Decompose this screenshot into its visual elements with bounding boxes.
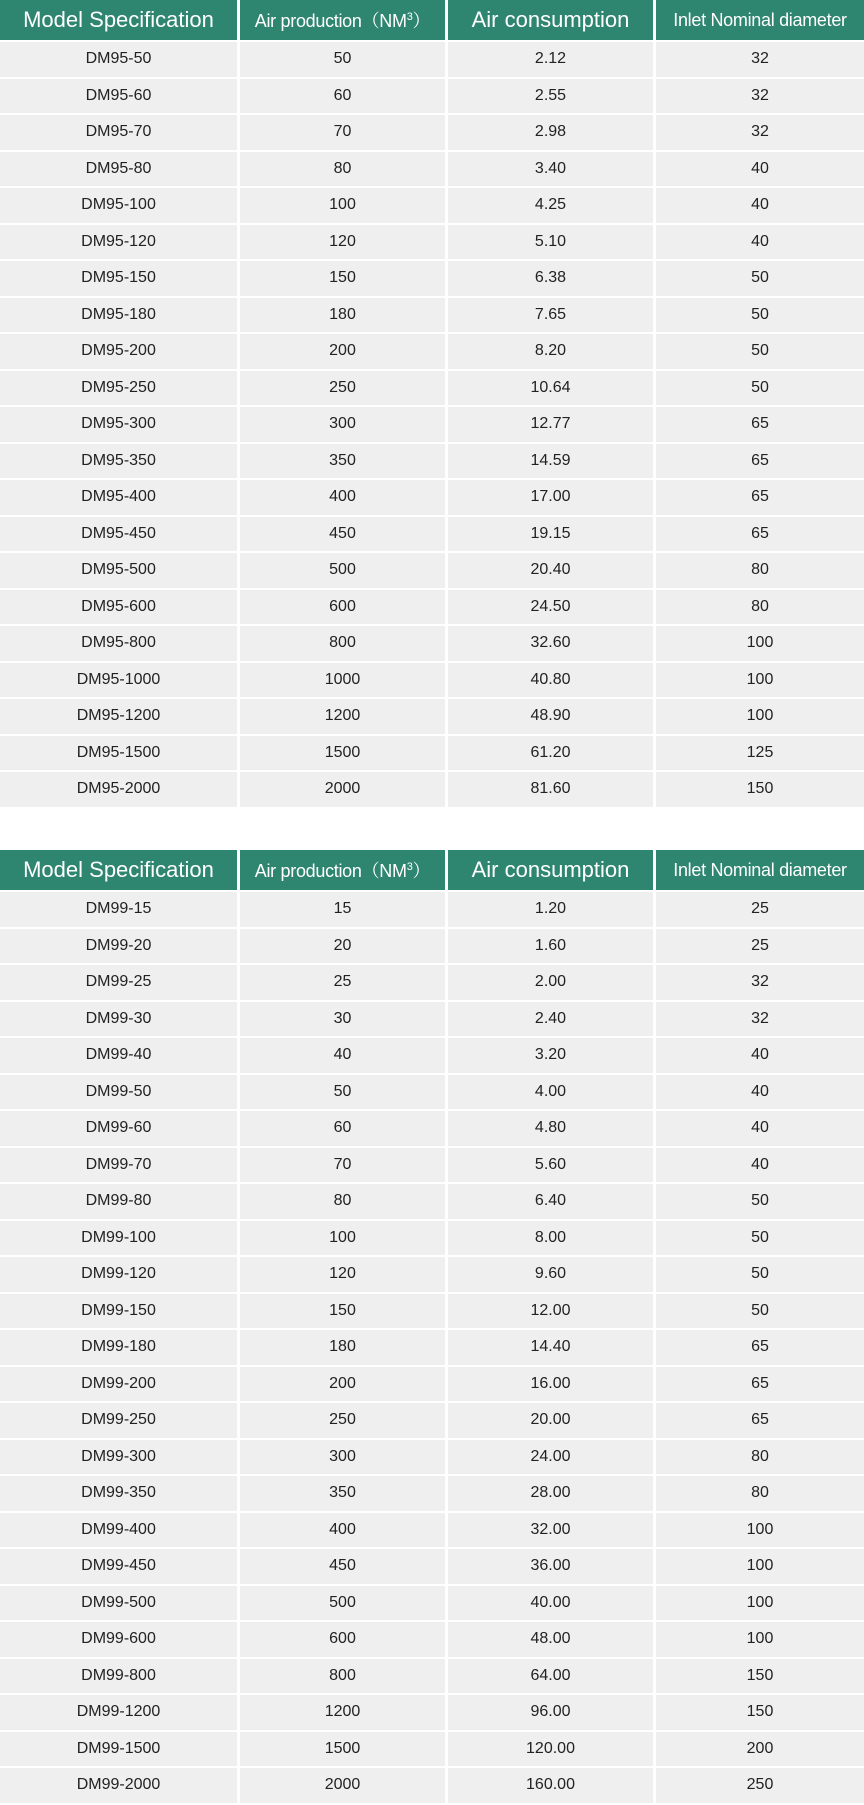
model-cell: DM99-600 (0, 1622, 240, 1659)
inlet-diameter-cell: 65 (656, 1330, 864, 1367)
inlet-diameter-cell: 65 (656, 1403, 864, 1440)
inlet-diameter-cell: 150 (656, 1695, 864, 1732)
air-production-cell: 150 (240, 1294, 448, 1331)
air-consumption-cell: 1.20 (448, 892, 656, 929)
air-production-cell: 180 (240, 1330, 448, 1367)
table-row (0, 517, 864, 554)
model-cell: DM95-80 (0, 152, 240, 189)
air-consumption-cell: 4.80 (448, 1111, 656, 1148)
model-cell: DM95-70 (0, 115, 240, 152)
inlet-diameter-cell: 100 (656, 663, 864, 700)
air-production-cell: 450 (240, 1549, 448, 1586)
air-production-cell: 800 (240, 1659, 448, 1696)
inlet-diameter-cell: 80 (656, 553, 864, 590)
air-consumption-cell: 6.40 (448, 1184, 656, 1221)
air-production-cell: 100 (240, 188, 448, 225)
air-production-cell: 120 (240, 225, 448, 262)
header-air-production-label: Air production（NM (254, 11, 407, 31)
inlet-diameter-cell: 80 (656, 1476, 864, 1513)
inlet-diameter-cell: 150 (656, 1659, 864, 1696)
table-row (0, 699, 864, 736)
air-production-cell: 60 (240, 79, 448, 116)
air-consumption-cell: 120.00 (448, 1732, 656, 1769)
air-production-cell: 70 (240, 1148, 448, 1185)
inlet-diameter-cell: 200 (656, 1732, 864, 1769)
air-consumption-cell: 81.60 (448, 772, 656, 809)
inlet-diameter-cell: 32 (656, 79, 864, 116)
air-consumption-cell: 36.00 (448, 1549, 656, 1586)
model-cell: DM99-80 (0, 1184, 240, 1221)
header-air-production-close: ） (412, 861, 431, 881)
inlet-diameter-cell: 65 (656, 517, 864, 554)
air-consumption-cell: 19.15 (448, 517, 656, 554)
inlet-diameter-cell: 40 (656, 1038, 864, 1075)
inlet-diameter-cell: 65 (656, 1367, 864, 1404)
model-cell: DM95-180 (0, 298, 240, 335)
table-row (0, 553, 864, 590)
table-row (0, 1440, 864, 1477)
table-row (0, 1148, 864, 1185)
table-row (0, 1768, 864, 1805)
air-consumption-cell: 3.20 (448, 1038, 656, 1075)
air-production-cell: 40 (240, 1038, 448, 1075)
model-cell: DM95-120 (0, 225, 240, 262)
table-row (0, 334, 864, 371)
model-cell: DM95-600 (0, 590, 240, 627)
inlet-diameter-cell: 40 (656, 225, 864, 262)
air-production-cell: 50 (240, 1075, 448, 1112)
header-inlet-nominal-diameter: Inlet Nominal diameter (656, 850, 864, 892)
model-cell: DM95-300 (0, 407, 240, 444)
air-production-cell: 60 (240, 1111, 448, 1148)
model-cell: DM99-500 (0, 1586, 240, 1623)
inlet-diameter-cell: 32 (656, 965, 864, 1002)
model-cell: DM99-20 (0, 929, 240, 966)
table-row (0, 1221, 864, 1258)
model-cell: DM95-400 (0, 480, 240, 517)
air-consumption-cell: 32.60 (448, 626, 656, 663)
air-consumption-cell: 40.80 (448, 663, 656, 700)
header-air-production-close: ） (412, 11, 431, 31)
model-cell: DM95-2000 (0, 772, 240, 809)
table-row (0, 626, 864, 663)
inlet-diameter-cell: 250 (656, 1768, 864, 1805)
table-row (0, 1513, 864, 1550)
air-production-cell: 70 (240, 115, 448, 152)
table-row (0, 1659, 864, 1696)
inlet-diameter-cell: 80 (656, 590, 864, 627)
air-production-cell: 400 (240, 480, 448, 517)
air-consumption-cell: 10.64 (448, 371, 656, 408)
model-cell: DM95-1000 (0, 663, 240, 700)
model-cell: DM99-25 (0, 965, 240, 1002)
air-production-cell: 50 (240, 42, 448, 79)
table-row (0, 1403, 864, 1440)
inlet-diameter-cell: 100 (656, 1622, 864, 1659)
inlet-diameter-cell: 32 (656, 1002, 864, 1039)
model-cell: DM99-70 (0, 1148, 240, 1185)
table-row (0, 929, 864, 966)
model-cell: DM99-40 (0, 1038, 240, 1075)
table-row (0, 892, 864, 929)
air-consumption-cell: 20.40 (448, 553, 656, 590)
dm99-spec-table (0, 850, 864, 1805)
air-production-cell: 15 (240, 892, 448, 929)
air-production-cell: 1000 (240, 663, 448, 700)
table-row (0, 1184, 864, 1221)
inlet-diameter-cell: 100 (656, 1586, 864, 1623)
inlet-diameter-cell: 50 (656, 1221, 864, 1258)
table-row (0, 1038, 864, 1075)
inlet-diameter-cell: 32 (656, 42, 864, 79)
air-production-cell: 250 (240, 371, 448, 408)
model-cell: DM99-120 (0, 1257, 240, 1294)
dm95-table-body (0, 42, 864, 809)
air-consumption-cell: 96.00 (448, 1695, 656, 1732)
inlet-diameter-cell: 32 (656, 115, 864, 152)
air-production-cell: 100 (240, 1221, 448, 1258)
air-production-cell: 500 (240, 553, 448, 590)
table-row (0, 444, 864, 481)
inlet-diameter-cell: 125 (656, 736, 864, 773)
table-row (0, 772, 864, 809)
inlet-diameter-cell: 100 (656, 699, 864, 736)
header-model-specification: Model Specification (0, 0, 240, 42)
inlet-diameter-cell: 50 (656, 1257, 864, 1294)
table-row (0, 1294, 864, 1331)
air-production-cell: 1500 (240, 1732, 448, 1769)
air-production-cell: 80 (240, 1184, 448, 1221)
air-production-cell: 350 (240, 1476, 448, 1513)
air-production-cell: 1200 (240, 699, 448, 736)
inlet-diameter-cell: 80 (656, 1440, 864, 1477)
air-production-cell: 25 (240, 965, 448, 1002)
inlet-diameter-cell: 50 (656, 371, 864, 408)
model-cell: DM99-450 (0, 1549, 240, 1586)
model-cell: DM99-30 (0, 1002, 240, 1039)
table-row (0, 1732, 864, 1769)
inlet-diameter-cell: 100 (656, 1513, 864, 1550)
table-row (0, 736, 864, 773)
air-consumption-cell: 12.00 (448, 1294, 656, 1331)
table-row (0, 1549, 864, 1586)
air-consumption-cell: 24.50 (448, 590, 656, 627)
air-production-cell: 80 (240, 152, 448, 189)
dm99-table-body (0, 892, 864, 1805)
air-production-cell: 300 (240, 407, 448, 444)
model-cell: DM99-300 (0, 1440, 240, 1477)
header-air-production-superscript: 3 (406, 861, 413, 873)
model-cell: DM95-200 (0, 334, 240, 371)
air-production-cell: 2000 (240, 1768, 448, 1805)
model-cell: DM99-1200 (0, 1695, 240, 1732)
inlet-diameter-cell: 65 (656, 407, 864, 444)
air-production-cell: 450 (240, 517, 448, 554)
model-cell: DM95-350 (0, 444, 240, 481)
air-production-cell: 600 (240, 1622, 448, 1659)
air-consumption-cell: 48.90 (448, 699, 656, 736)
model-cell: DM95-800 (0, 626, 240, 663)
table-row (0, 407, 864, 444)
air-consumption-cell: 160.00 (448, 1768, 656, 1805)
table-row (0, 1257, 864, 1294)
air-production-cell: 350 (240, 444, 448, 481)
air-production-cell: 2000 (240, 772, 448, 809)
table-row (0, 590, 864, 627)
model-cell: DM95-60 (0, 79, 240, 116)
air-consumption-cell: 3.40 (448, 152, 656, 189)
air-consumption-cell: 32.00 (448, 1513, 656, 1550)
inlet-diameter-cell: 50 (656, 298, 864, 335)
inlet-diameter-cell: 100 (656, 626, 864, 663)
inlet-diameter-cell: 50 (656, 261, 864, 298)
table-row (0, 152, 864, 189)
table-row (0, 1330, 864, 1367)
model-cell: DM99-2000 (0, 1768, 240, 1805)
air-consumption-cell: 48.00 (448, 1622, 656, 1659)
air-production-cell: 250 (240, 1403, 448, 1440)
air-production-cell: 600 (240, 590, 448, 627)
table-row (0, 1367, 864, 1404)
air-production-cell: 150 (240, 261, 448, 298)
header-air-production-superscript: 3 (406, 11, 413, 23)
table-row (0, 1476, 864, 1513)
header-air-consumption: Air consumption (448, 850, 656, 892)
air-production-cell: 200 (240, 1367, 448, 1404)
header-air-production-label: Air production（NM (254, 861, 407, 881)
air-consumption-cell: 28.00 (448, 1476, 656, 1513)
air-consumption-cell: 14.40 (448, 1330, 656, 1367)
model-cell: DM95-50 (0, 42, 240, 79)
inlet-diameter-cell: 50 (656, 1294, 864, 1331)
air-consumption-cell: 14.59 (448, 444, 656, 481)
model-cell: DM99-250 (0, 1403, 240, 1440)
inlet-diameter-cell: 100 (656, 1549, 864, 1586)
model-cell: DM95-1200 (0, 699, 240, 736)
air-production-cell: 200 (240, 334, 448, 371)
air-consumption-cell: 8.00 (448, 1221, 656, 1258)
air-consumption-cell: 5.60 (448, 1148, 656, 1185)
inlet-diameter-cell: 40 (656, 188, 864, 225)
air-consumption-cell: 2.55 (448, 79, 656, 116)
air-consumption-cell: 64.00 (448, 1659, 656, 1696)
air-production-cell: 1200 (240, 1695, 448, 1732)
model-cell: DM99-150 (0, 1294, 240, 1331)
air-production-cell: 30 (240, 1002, 448, 1039)
air-production-cell: 20 (240, 929, 448, 966)
header-inlet-nominal-diameter: Inlet Nominal diameter (656, 0, 864, 42)
model-cell: DM99-1500 (0, 1732, 240, 1769)
table-row (0, 480, 864, 517)
model-cell: DM99-350 (0, 1476, 240, 1513)
inlet-diameter-cell: 65 (656, 480, 864, 517)
air-consumption-cell: 2.00 (448, 965, 656, 1002)
inlet-diameter-cell: 40 (656, 152, 864, 189)
header-air-production (240, 850, 448, 892)
air-consumption-cell: 2.12 (448, 42, 656, 79)
model-cell: DM95-150 (0, 261, 240, 298)
model-cell: DM99-400 (0, 1513, 240, 1550)
table-row (0, 225, 864, 262)
table-row (0, 1111, 864, 1148)
table-row (0, 1586, 864, 1623)
air-consumption-cell: 9.60 (448, 1257, 656, 1294)
air-production-cell: 500 (240, 1586, 448, 1623)
air-production-cell: 180 (240, 298, 448, 335)
model-cell: DM99-50 (0, 1075, 240, 1112)
air-consumption-cell: 2.98 (448, 115, 656, 152)
air-production-cell: 300 (240, 1440, 448, 1477)
table-row (0, 42, 864, 79)
table-row (0, 298, 864, 335)
inlet-diameter-cell: 150 (656, 772, 864, 809)
model-cell: DM95-1500 (0, 736, 240, 773)
table-header-row (0, 0, 864, 42)
air-consumption-cell: 17.00 (448, 480, 656, 517)
table-row (0, 1695, 864, 1732)
table-row (0, 1002, 864, 1039)
table-row (0, 663, 864, 700)
model-cell: DM99-15 (0, 892, 240, 929)
air-production-cell: 400 (240, 1513, 448, 1550)
air-production-cell: 1500 (240, 736, 448, 773)
inlet-diameter-cell: 65 (656, 444, 864, 481)
air-consumption-cell: 7.65 (448, 298, 656, 335)
inlet-diameter-cell: 50 (656, 334, 864, 371)
table-row (0, 1075, 864, 1112)
air-consumption-cell: 20.00 (448, 1403, 656, 1440)
inlet-diameter-cell: 25 (656, 929, 864, 966)
air-production-cell: 120 (240, 1257, 448, 1294)
model-cell: DM99-800 (0, 1659, 240, 1696)
air-consumption-cell: 1.60 (448, 929, 656, 966)
dm95-spec-table (0, 0, 864, 809)
table-row (0, 965, 864, 1002)
air-production-cell: 800 (240, 626, 448, 663)
table-row (0, 115, 864, 152)
model-cell: DM95-500 (0, 553, 240, 590)
table-row (0, 79, 864, 116)
table-header-row (0, 850, 864, 892)
table-row (0, 1622, 864, 1659)
table-row (0, 371, 864, 408)
air-consumption-cell: 40.00 (448, 1586, 656, 1623)
inlet-diameter-cell: 40 (656, 1111, 864, 1148)
header-air-production (240, 0, 448, 42)
air-consumption-cell: 4.00 (448, 1075, 656, 1112)
model-cell: DM95-100 (0, 188, 240, 225)
table-row (0, 261, 864, 298)
air-consumption-cell: 2.40 (448, 1002, 656, 1039)
inlet-diameter-cell: 40 (656, 1075, 864, 1112)
air-consumption-cell: 12.77 (448, 407, 656, 444)
model-cell: DM95-250 (0, 371, 240, 408)
air-consumption-cell: 8.20 (448, 334, 656, 371)
air-consumption-cell: 6.38 (448, 261, 656, 298)
air-consumption-cell: 24.00 (448, 1440, 656, 1477)
header-model-specification: Model Specification (0, 850, 240, 892)
air-consumption-cell: 61.20 (448, 736, 656, 773)
model-cell: DM99-180 (0, 1330, 240, 1367)
inlet-diameter-cell: 25 (656, 892, 864, 929)
model-cell: DM99-100 (0, 1221, 240, 1258)
inlet-diameter-cell: 40 (656, 1148, 864, 1185)
model-cell: DM99-200 (0, 1367, 240, 1404)
model-cell: DM99-60 (0, 1111, 240, 1148)
air-consumption-cell: 4.25 (448, 188, 656, 225)
inlet-diameter-cell: 50 (656, 1184, 864, 1221)
air-consumption-cell: 5.10 (448, 225, 656, 262)
air-consumption-cell: 16.00 (448, 1367, 656, 1404)
model-cell: DM95-450 (0, 517, 240, 554)
table-row (0, 188, 864, 225)
header-air-consumption: Air consumption (448, 0, 656, 42)
